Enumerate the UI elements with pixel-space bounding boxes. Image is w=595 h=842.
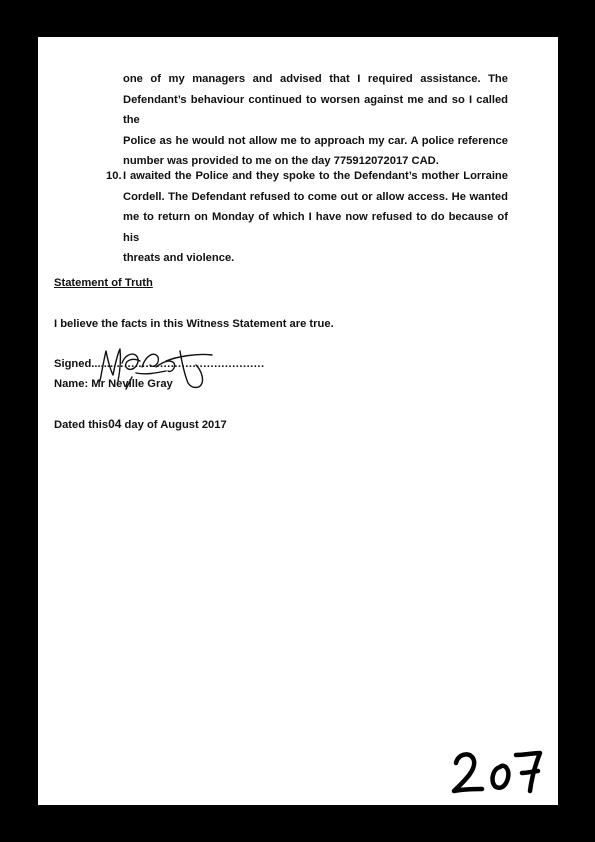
paragraph-line: threats and violence. [123,252,235,264]
paragraph-line: one of my managers and advised that I required assistance. The [123,73,508,85]
paragraph-number: 10. [106,170,122,182]
paragraph-body [123,166,508,269]
paragraph-line: me to return on Monday of which I have now refused to do because of his [123,211,508,244]
belief-statement: I believe the facts in this Witness Statement are true. [54,318,334,330]
signatory-name: Name: Mr Neville Gray [54,378,173,390]
paragraph-line: Cordell. The Defendant refused to come out or allow access. He wanted [123,190,508,203]
dated-suffix: day of August 2017 [121,419,227,431]
paragraph-line: Police as he would not allow me to approach my car. A police reference [123,134,508,147]
paragraph-9-continuation [123,69,508,172]
dated-prefix: Dated this [54,419,109,431]
dated-line [54,417,227,431]
paragraph-line: I awaited the Police and they spoke to the Defendant’s mother Lorraine [123,170,508,182]
signed-label: Signed....... [54,358,114,370]
paragraph-line: Defendant’s behaviour continued to worsen against me and so I called the [123,93,508,126]
handwritten-page-number [446,743,546,799]
statement-of-truth-heading: Statement of Truth [54,277,153,289]
paragraph-line: number was provided to me on the day 775912072017 CAD. [123,155,439,167]
document-page [38,37,558,805]
dated-day: 04 [108,417,122,431]
signed-dots: .......................................... [113,358,265,370]
